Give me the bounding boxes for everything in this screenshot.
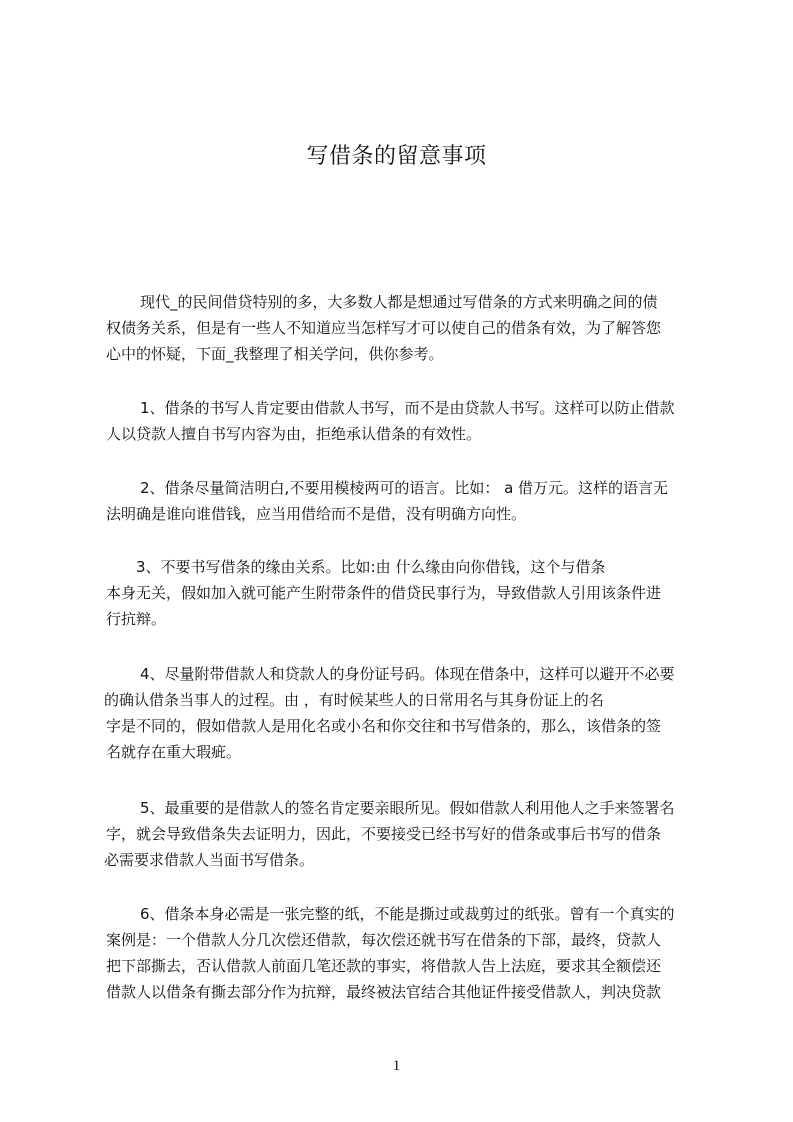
paragraph-4-line-2: 本身无关，假如加入就可能产生附带条件的借贷民事行为，导致借款人引用该条件进 — [106, 584, 662, 602]
paragraph-6-line-3: 必需要求借款人当面书写借条。 — [104, 851, 315, 869]
paragraph-5-line-3: 字是不同的，假如借款人是用化名或小名和你交往和书写借条的，那么，该借条的签 — [106, 717, 662, 735]
paragraph-1-line-2: 权债务关系，但是有一些人不知道应当怎样写才可以使自己的借条有效，为了解答您 — [106, 319, 662, 337]
paragraph-4-line-1: 3、不要书写借条的缘由关系。比如:由 什么缘由向你借钱，这个与借条 — [136, 558, 606, 576]
paragraph-6-line-1: 5、最重要的是借款人的签名肯定要亲眼所见。假如借款人利用他人之手来签署名 — [140, 799, 675, 817]
page-number: 1 — [392, 1058, 401, 1074]
paragraph-3-line-2: 法明确是谁向谁借钱，应当用借给而不是借，没有明确方向性。 — [106, 505, 527, 523]
paragraph-7-line-1: 6、借条本身必需是一张完整的纸，不能是撕过或裁剪过的纸张。曾有一个真实的 — [140, 905, 675, 923]
paragraph-7-line-3: 把下部撕去，否认借款人前面几笔还款的事实，将借款人告上法庭，要求其全额偿还 — [106, 957, 662, 975]
paragraph-4-line-3: 行抗辩。 — [106, 610, 167, 628]
paragraph-7-line-2: 案例是：一个借款人分几次偿还借款，每次偿还就书写在借条的下部，最终，贷款人 — [106, 931, 662, 949]
paragraph-5-line-4: 名就存在重大瑕疵。 — [106, 743, 242, 761]
document-title: 写借条的留意事项 — [306, 144, 487, 169]
paragraph-6-line-2: 字，就会导致借条失去证明力，因此，不要接受已经书写好的借条或事后书写的借条 — [106, 825, 662, 843]
paragraph-5-line-2: 的确认借条当事人的过程。由 ，有时候某些人的日常用名与其身份证上的名 — [104, 691, 604, 709]
paragraph-3-line-1: 2、借条尽量简洁明白,不要用模棱两可的语言。比如： a 借万元。这样的语言无 — [140, 479, 669, 497]
paragraph-5-line-1: 4、尽量附带借款人和贷款人的身份证号码。体现在借条中，这样可以避开不必要 — [140, 665, 675, 683]
paragraph-2-line-1: 1、借条的书写人肯定要由借款人书写，而不是由贷款人书写。这样可以防止借款 — [140, 399, 675, 417]
paragraph-2-line-2: 人以贷款人擅自书写内容为由，拒绝承认借条的有效性。 — [106, 425, 482, 443]
paragraph-1-line-3: 心中的怀疑，下面_我整理了相关学问，供你参考。 — [106, 345, 444, 363]
paragraph-1-line-1: 现代_的民间借贷特别的多，大多数人都是想通过写借条的方式来明确之间的债 — [140, 293, 658, 311]
paragraph-7-line-4: 借款人以借条有撕去部分作为抗辩，最终被法官结合其他证件接受借款人，判决贷款 — [106, 983, 662, 1001]
